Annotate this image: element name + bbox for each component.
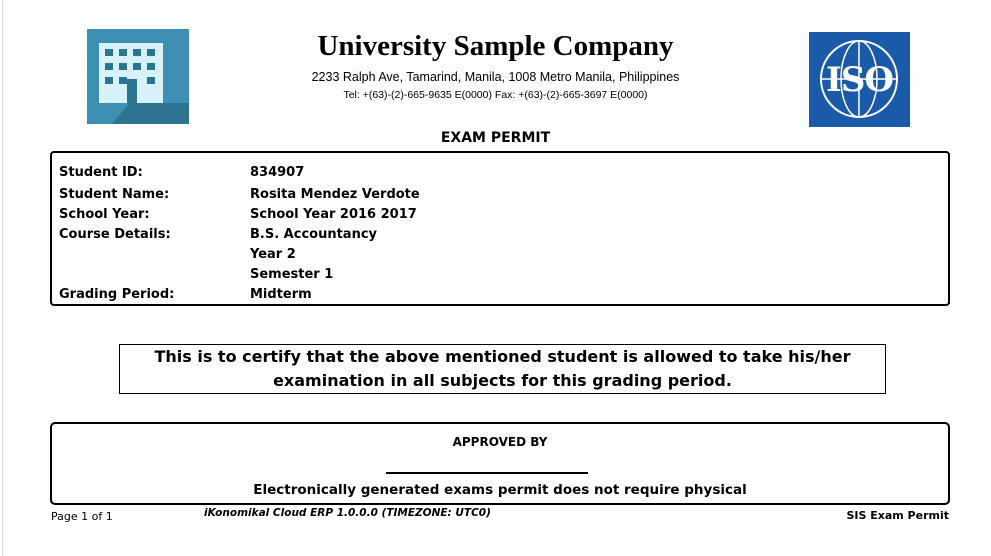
grading-period: Midterm	[250, 287, 312, 302]
student-id: 834907	[250, 165, 305, 180]
company-contact: Tel: +(63)-(2)-665-9635 E(0000) Fax: +(63)-(2)-665-3697 E(0000)	[343, 89, 648, 101]
document-title: EXAM PERMIT	[440, 130, 551, 146]
report-name: SIS Exam Permit	[846, 509, 949, 522]
text-cursor	[949, 292, 950, 304]
student-info-box	[50, 151, 950, 306]
system-version: iKonomikal Cloud ERP 1.0.0.0 (TIMEZONE: UTC0)	[204, 507, 491, 519]
approval-box	[50, 422, 950, 505]
iso-text: ISO	[825, 59, 894, 100]
page-number: Page 1 of 1	[51, 510, 113, 523]
approved-by-label: APPROVED BY	[452, 435, 548, 449]
grading-period-label: Grading Period:	[59, 287, 175, 302]
signature-line	[386, 472, 588, 474]
student-id-label: Student ID:	[59, 165, 143, 180]
school-year: School Year 2016 2017	[250, 207, 417, 222]
student-name: Rosita Mendez Verdote	[250, 187, 420, 202]
signature-note: Electronically generated exams permit does not require physical	[253, 482, 747, 498]
course: B.S. Accountancy	[250, 227, 378, 242]
iso-logo	[809, 32, 910, 127]
company-address: 2233 Ralph Ave, Tamarind, Manila, 1008 Metro Manila, Philippines	[311, 70, 680, 84]
certification-text: This is to certify that the above mentioned student is allowed to take his/her examination in all subjects for this grading period.	[119, 344, 886, 394]
school-year-label: School Year:	[59, 207, 150, 222]
semester: Semester 1	[250, 267, 334, 282]
company-name: University Sample Company	[317, 30, 674, 62]
student-name-label: Student Name:	[59, 187, 170, 202]
course-label: Course Details:	[59, 227, 171, 242]
year-level: Year 2	[250, 247, 296, 262]
